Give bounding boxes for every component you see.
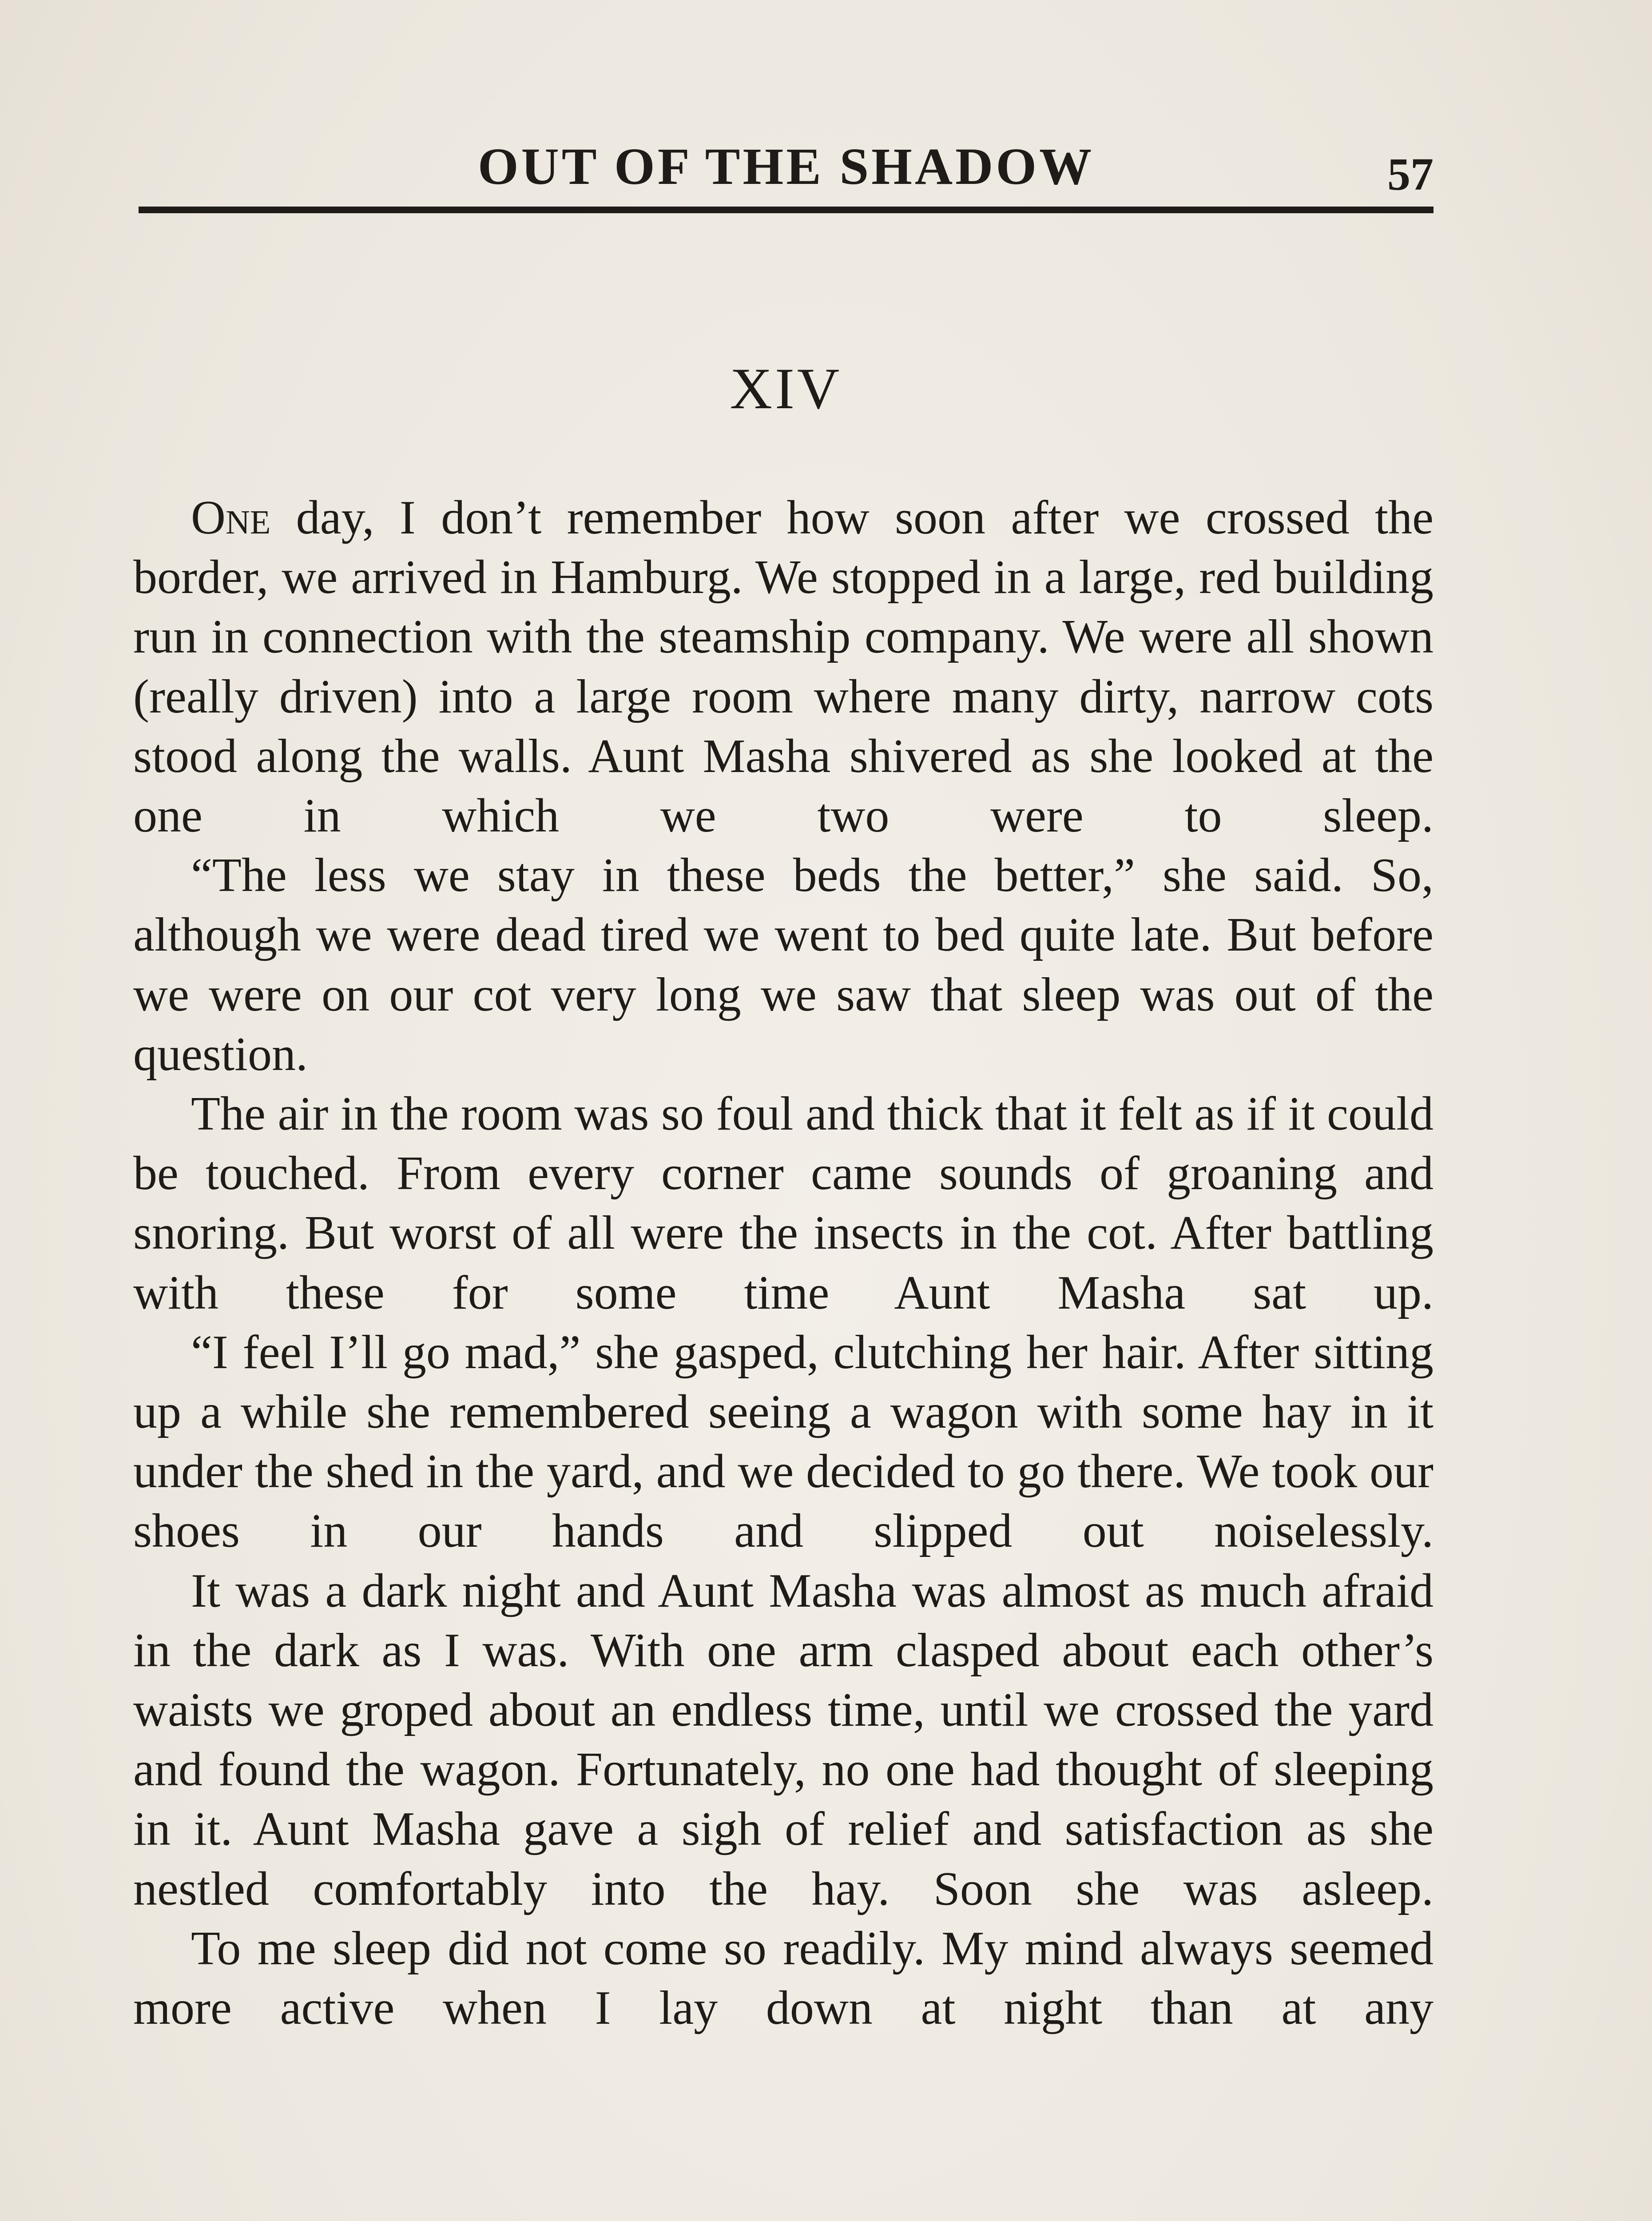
paragraph: [133, 488, 1434, 846]
paragraph-text: day, I don’t remember how soon after we crossed the border, we arrived in Hamburg. We stopped in a large, red building run in connection with the steamship company. We were all shown (really driven) into a large room where many dirty, narrow cots stood along the walls. Aunt Masha shivered as she looked at the one in which we two were to sleep.: [133, 491, 1434, 843]
running-head: [139, 133, 1434, 200]
running-title: OUT OF THE SHADOW: [477, 137, 1095, 195]
paragraph: To me sleep did not come so readily. My mind always seemed more active when I lay down at night than at any: [133, 1922, 1434, 2035]
header-rule: [139, 207, 1434, 213]
paragraph: It was a dark night and Aunt Masha was almost as much afraid in the dark as I was. With one arm clasped about each other’s waists we groped about an endless time, until we crossed the yard and found the wagon. Fortunately, no one had thought of sleeping in it. Aunt Masha gave a sigh of relief and satisfaction as she nestled comfortably into the hay. Soon she was asleep.: [133, 1564, 1434, 1915]
paragraph: “I feel I’ll go mad,” she gasped, clutching her hair. After sitting up a while she remembered seeing a wagon with some hay in it under the shed in the yard, and we decided to go there. We took our shoes in our hands and slipped out noiselessly.: [133, 1325, 1434, 1558]
lead-word: One: [191, 491, 271, 544]
paragraph: The air in the room was so foul and thick that it felt as if it could be touched. From every corner came sounds of groaning and snoring. But worst of all were the insects in the cot. After battling with these for some time Aunt Masha sat up.: [133, 1087, 1434, 1319]
paragraph: “The less we stay in these beds the better,” she said. So, although we were dead tired we went to bed quite late. But before we were on our cot very long we saw that sleep was out of the question.: [133, 849, 1434, 1081]
body-text: [133, 488, 1434, 2038]
page-number: 57: [1387, 149, 1434, 200]
chapter-number: XIV: [730, 356, 842, 421]
